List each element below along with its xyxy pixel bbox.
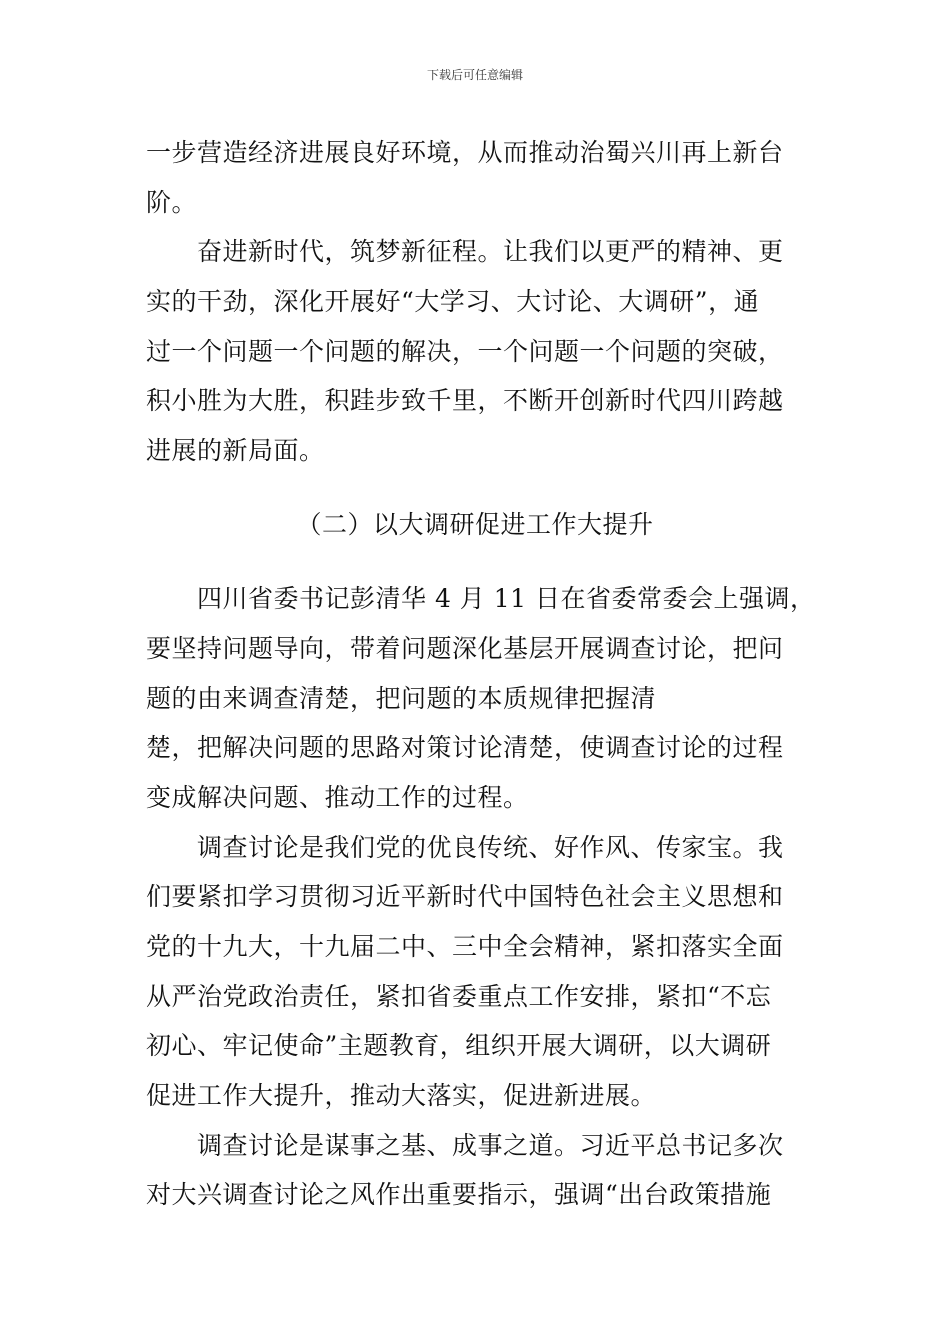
section-heading: （二）以大调研促进工作大提升 — [296, 510, 654, 539]
paragraph-line: 从严治党政治责任，紧扣省委重点工作安排，紧扣“不忘 — [146, 982, 772, 1011]
paragraph-line: 积小胜为大胜，积跬步致千里，不断开创新时代四川跨越 — [146, 386, 784, 415]
paragraph-line: 阶。 — [146, 188, 198, 217]
paragraph-line: 对大兴调查讨论之风作出重要指示，强调“出台政策措施 — [146, 1180, 772, 1209]
paragraph-line: 奋进新时代，筑梦新征程。让我们以更严的精神、更 — [146, 237, 784, 266]
paragraph-line: 四川省委书记彭清华 4 月 11 日在省委常委会上强调， — [146, 584, 816, 613]
paragraph-line: 调查讨论是谋事之基、成事之道。习近平总书记多次 — [146, 1131, 784, 1160]
page-header: 下载后可任意编辑 — [426, 68, 523, 82]
paragraph-line: 实的干劲，深化开展好“大学习、大讨论、大调研”，通 — [146, 287, 760, 316]
paragraph-line: 过一个问题一个问题的解决，一个问题一个问题的突破， — [146, 337, 784, 366]
paragraph-line: 们要紧扣学习贯彻习近平新时代中国特色社会主义思想和 — [146, 882, 784, 911]
paragraph-line: 变成解决问题、推动工作的过程。 — [146, 783, 529, 812]
paragraph-line: 一步营造经济进展良好环境，从而推动治蜀兴川再上新台 — [146, 138, 784, 167]
paragraph-line: 调查讨论是我们党的优良传统、好作风、传家宝。我 — [146, 833, 784, 862]
paragraph-line: 题的由来调查清楚，把问题的本质规律把握清 — [146, 684, 657, 713]
paragraph-line: 初心、牢记使命”主题教育，组织开展大调研，以大调研 — [146, 1031, 772, 1060]
paragraph-line: 进展的新局面。 — [146, 436, 325, 465]
paragraph-line: 促进工作大提升，推动大落实，促进新进展。 — [146, 1081, 657, 1110]
paragraph-line: 要坚持问题导向，带着问题深化基层开展调查讨论，把问 — [146, 634, 784, 663]
paragraph-line: 楚，把解决问题的思路对策讨论清楚，使调查讨论的过程 — [146, 733, 784, 762]
paragraph-line: 党的十九大，十九届二中、三中全会精神，紧扣落实全面 — [146, 932, 784, 961]
